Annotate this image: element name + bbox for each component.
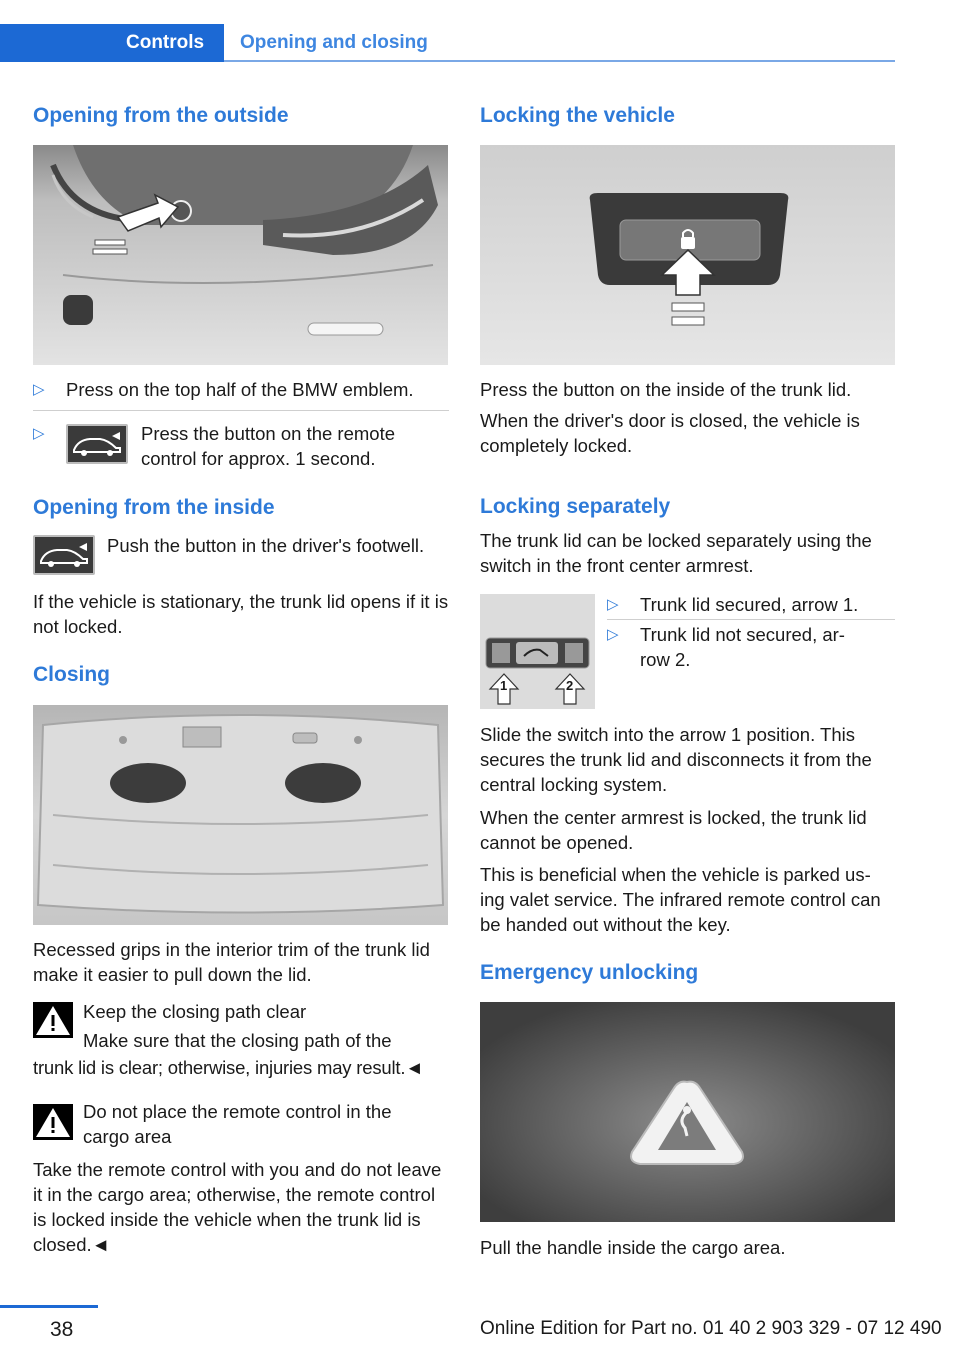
- photo-trunk-exterior: [33, 145, 448, 365]
- heading-closing: Closing: [33, 663, 110, 686]
- divider: [33, 410, 449, 411]
- edition-text: Online Edition for Part no. 01 40 2 903 329 - 07 12 490: [480, 1318, 942, 1339]
- page-number: 38: [50, 1318, 74, 1341]
- bullet-text: Trunk lid secured, arrow 1.: [640, 594, 859, 615]
- heading-opening-outside: Opening from the outside: [33, 104, 289, 127]
- bullet-lid-secured: [607, 592, 895, 617]
- heading-locking-separately: Locking separately: [480, 495, 671, 518]
- closing-text: Recessed grips in the interior trim of the trunk lid make it easier to pull down the lid.: [33, 939, 430, 985]
- footer-rule: [0, 1305, 98, 1308]
- arrow2-label: 2: [566, 678, 574, 693]
- warning-triangle-icon: [33, 1002, 73, 1038]
- heading-emergency-unlocking: Emergency unlocking: [480, 961, 699, 984]
- stationary-text: If the vehicle is stationary, the trunk lid opens if it is not locked.: [33, 591, 449, 637]
- warning1-body-end: trunk lid is clear; otherwise, injuries may result.◄: [33, 1057, 424, 1078]
- bullet-triangle-icon: ▷: [607, 626, 619, 643]
- photo-lock-button: [480, 145, 895, 365]
- warning2-body: Take the remote control with you and do not leave it in the cargo area; otherwise, the remote control is locked inside the vehicle when the trunk lid is closed.◄: [33, 1159, 442, 1255]
- warning-triangle-icon: [33, 1104, 73, 1140]
- header-rule: [224, 60, 895, 62]
- bullet-press-emblem: [33, 377, 449, 402]
- armrest-locked-text: When the center armrest is locked, the trunk lid cannot be opened.: [480, 807, 867, 853]
- arrow1-label: 1: [500, 678, 508, 693]
- photo-trunk-interior: [33, 705, 448, 925]
- chapter-tab[interactable]: Controls: [0, 24, 224, 62]
- locking-text1: Press the button on the inside of the trunk lid.: [480, 379, 852, 400]
- bullet-text: Trunk lid not secured, ar‐ row 2.: [640, 624, 845, 670]
- footwell-button-icon: [33, 535, 95, 575]
- bullet-lid-not-secured: [607, 622, 895, 674]
- valet-service-text: This is beneficial when the vehicle is parked us‐ ing valet service. The infrared remote control can be handed out without the key.: [480, 864, 881, 935]
- bullet-triangle-icon: ▷: [607, 596, 619, 613]
- bullet-triangle-icon: ▷: [33, 425, 45, 442]
- locking-separately-text: The trunk lid can be locked separately using the switch in the front center armrest.: [480, 530, 872, 576]
- warning1-body-start: Make sure that the closing path of the: [83, 1030, 392, 1051]
- section-tab[interactable]: Opening and closing: [240, 32, 428, 53]
- warning2-title: Do not place the remote control in the cargo area: [83, 1101, 392, 1147]
- bullet-triangle-icon: ▷: [33, 381, 45, 398]
- emergency-text: Pull the handle inside the cargo area.: [480, 1237, 786, 1258]
- heading-opening-inside: Opening from the inside: [33, 496, 275, 519]
- warning1-title: Keep the closing path clear: [83, 1001, 307, 1022]
- locking-text2: When the driver's door is closed, the vehicle is completely locked.: [480, 410, 860, 456]
- slide-switch-text: Slide the switch into the arrow 1 position. This secures the trunk lid and disconnects it from the central locking system.: [480, 724, 872, 795]
- heading-locking: Locking the vehicle: [480, 104, 675, 127]
- remote-control-text: Press the button on the remote control for approx. 1 second.: [141, 423, 396, 469]
- divider: [607, 619, 895, 620]
- bullet-text: Press on the top half of the BMW emblem.: [66, 379, 414, 400]
- page-header: [0, 0, 960, 64]
- photo-emergency-handle: [480, 1002, 895, 1222]
- photo-armrest-switch: [480, 594, 595, 709]
- footwell-text: Push the button in the driver's footwell.: [107, 535, 425, 556]
- trunk-button-icon: [66, 424, 128, 464]
